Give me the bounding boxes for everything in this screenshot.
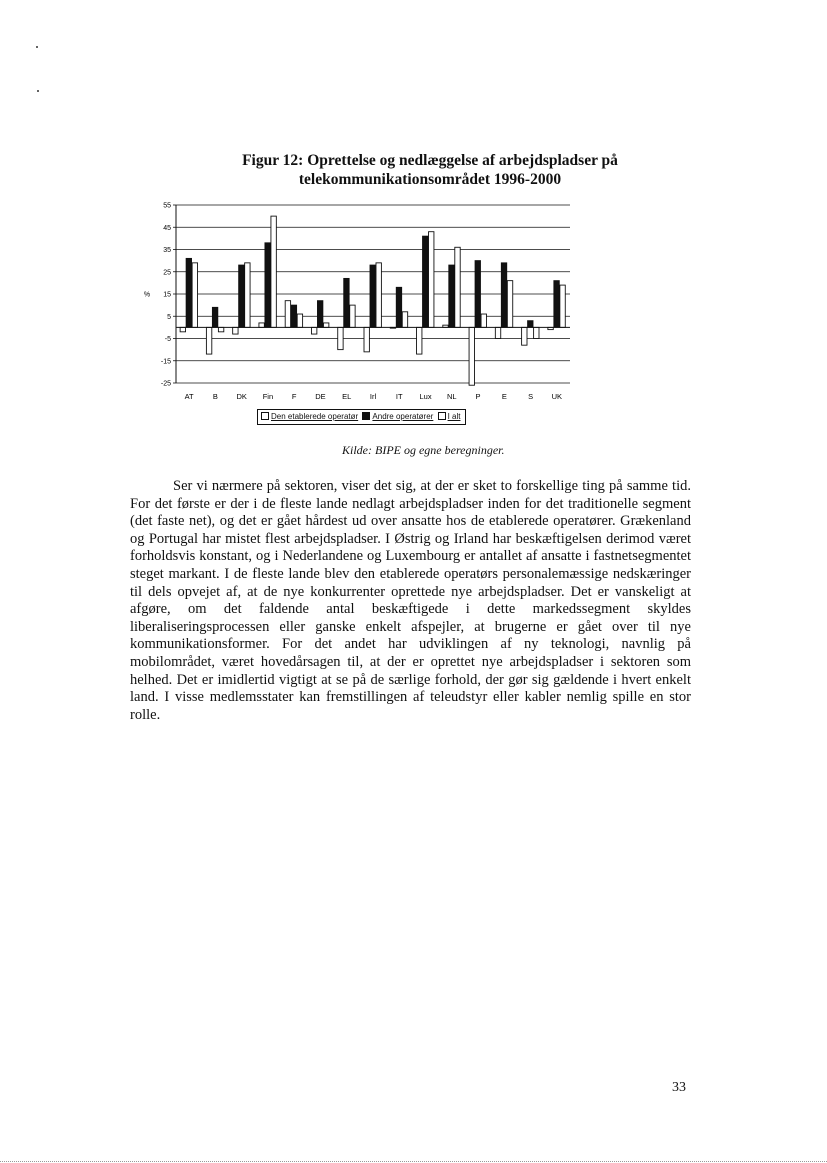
bar-dk-s3 xyxy=(245,263,250,328)
bar-de-s1 xyxy=(311,327,316,334)
bar-dk-s1 xyxy=(233,327,238,334)
legend-label-others: Andre operatører xyxy=(372,412,434,421)
bar-fin-s1 xyxy=(259,323,264,327)
bar-f-s3 xyxy=(297,314,302,327)
bar-s-s2 xyxy=(528,321,533,328)
bar-s-s3 xyxy=(534,327,539,338)
y-tick-label: 5 xyxy=(167,313,171,321)
x-tick-label: IT xyxy=(395,392,403,401)
y-tick-label: -5 xyxy=(164,336,171,343)
x-tick-label: Irl xyxy=(369,392,377,401)
scan-speck xyxy=(37,90,39,92)
bar-e-s2 xyxy=(501,263,506,328)
legend-label-incumbent: Den etablerede operatør xyxy=(271,412,359,421)
y-tick-label: -15 xyxy=(160,358,171,366)
scan-speck xyxy=(36,46,38,48)
legend-swatch-others xyxy=(362,412,370,420)
x-tick-label: AT xyxy=(184,392,194,401)
bar-lux-s3 xyxy=(429,232,434,328)
y-axis-ticks xyxy=(161,203,176,388)
bar-s-s1 xyxy=(522,327,527,345)
x-tick-label: B xyxy=(212,392,218,401)
bar-el-s1 xyxy=(338,327,343,349)
x-tick-label: S xyxy=(528,392,534,401)
legend-label-total: I alt xyxy=(447,412,461,421)
bar-uk-s3 xyxy=(560,285,565,327)
bar-f-s1 xyxy=(285,301,290,328)
bar-irl-s3 xyxy=(376,263,381,328)
y-tick-label: -25 xyxy=(160,380,171,388)
source-caption: Kilde: BIPE og egne beregninger. xyxy=(342,443,505,457)
page-number: 33 xyxy=(672,1080,686,1095)
x-tick-label: F xyxy=(291,392,297,401)
bar-nl-s3 xyxy=(455,247,460,327)
bar-nl-s2 xyxy=(449,265,454,327)
legend-swatch-incumbent xyxy=(261,412,269,420)
x-tick-label: E xyxy=(501,392,507,401)
scan-edge-line xyxy=(0,1161,827,1162)
bar-de-s2 xyxy=(317,301,322,328)
bar-lux-s2 xyxy=(423,236,428,327)
x-tick-label: DK xyxy=(236,392,247,401)
y-axis-label: % xyxy=(143,291,151,299)
figure-title-line2: telekommunikationsområdet 1996-2000 xyxy=(298,171,562,188)
x-tick-label: EL xyxy=(342,392,352,401)
bar-lux-s1 xyxy=(417,327,422,354)
bar-irl-s2 xyxy=(370,265,375,327)
bar-e-s3 xyxy=(507,281,512,328)
bar-dk-s2 xyxy=(239,265,244,327)
y-tick-label: 25 xyxy=(163,269,171,277)
body-paragraph: Ser vi nærmere på sektoren, viser det sig, at der er sket to forskellige ting på samme tid. For det første er der i de fleste lande nedlagt arbejdspladser inden for det traditionelle segment (det faste net), og det er gået hårdest ud over ansatte hos de etablerede operatører. Grækenland og Portugal har mistet flest arbejdspladser. I Østrig og Irland har beskæftigelsen derimod været forholdsvis konstant, og i Nederlandene og Luxembourg er antallet af ansatte i fastnetsegmentet steget markant. I de fleste lande blev den etablerede operatørs personalemæssige nedskæringer til dels opvejet af, at de nye konkurrenter oprettede nye arbejdspladser. Det er vanskeligt at afgøre, om det faldende antal beskæftigede i dette markedssegment skyldes liberaliseringsprocessen eller ganske enkelt afspejler, at brugerne er gået over til nye kommunikationsformer. For det andet har udviklingen af ny teknologi, navnlig på mobilområdet, været hovedårsagen til, at der er oprettet nye arbejdspladser i sektoren som helhed. Det er imidlertid vigtigt at se på de særlige forhold, der gør sig gældende i hvert enkelt land. I visse medlemsstater kan fremstillingen af teleudstyr eller kabler nemlig spille en stor rolle. xyxy=(130,478,691,723)
bar-b-s1 xyxy=(206,327,211,354)
y-tick-label: 15 xyxy=(163,291,171,299)
x-tick-label: UK xyxy=(551,392,563,401)
x-tick-label: P xyxy=(475,392,481,401)
x-tick-label: Lux xyxy=(419,392,432,401)
bar-it-s3 xyxy=(402,312,407,328)
bar-p-s2 xyxy=(475,261,480,328)
bar-fin-s2 xyxy=(265,243,270,328)
bar-e-s1 xyxy=(495,327,500,338)
legend-swatch-total xyxy=(438,412,446,420)
bar-fin-s3 xyxy=(271,216,276,327)
y-tick-label: 45 xyxy=(163,224,171,232)
y-tick-label: 35 xyxy=(163,247,171,254)
bar-p-s3 xyxy=(481,314,486,327)
x-tick-label: Fin xyxy=(262,392,274,401)
bar-el-s3 xyxy=(350,305,355,327)
bar-f-s2 xyxy=(291,305,296,327)
chart-legend xyxy=(257,409,466,425)
bar-at-s3 xyxy=(192,263,197,328)
bar-de-s3 xyxy=(323,323,328,327)
bar-el-s2 xyxy=(344,278,349,327)
bar-b-s3 xyxy=(218,327,223,331)
y-tick-label: 55 xyxy=(163,202,171,210)
bar-uk-s2 xyxy=(554,281,559,328)
bar-it-s2 xyxy=(396,287,401,327)
bar-chart xyxy=(138,196,578,406)
x-axis-labels xyxy=(185,392,562,401)
bar-p-s1 xyxy=(469,327,474,385)
bar-irl-s1 xyxy=(364,327,369,351)
bar-at-s1 xyxy=(180,327,185,331)
x-tick-label: DE xyxy=(315,392,326,401)
chart-bars xyxy=(176,216,570,385)
figure-title xyxy=(180,151,680,189)
figure-title-line1: Figur 12: Oprettelse og nedlæggelse af arbejdspladser på xyxy=(242,152,618,169)
bar-at-s2 xyxy=(186,258,191,327)
x-tick-label: NL xyxy=(447,392,457,401)
bar-b-s2 xyxy=(212,307,217,327)
